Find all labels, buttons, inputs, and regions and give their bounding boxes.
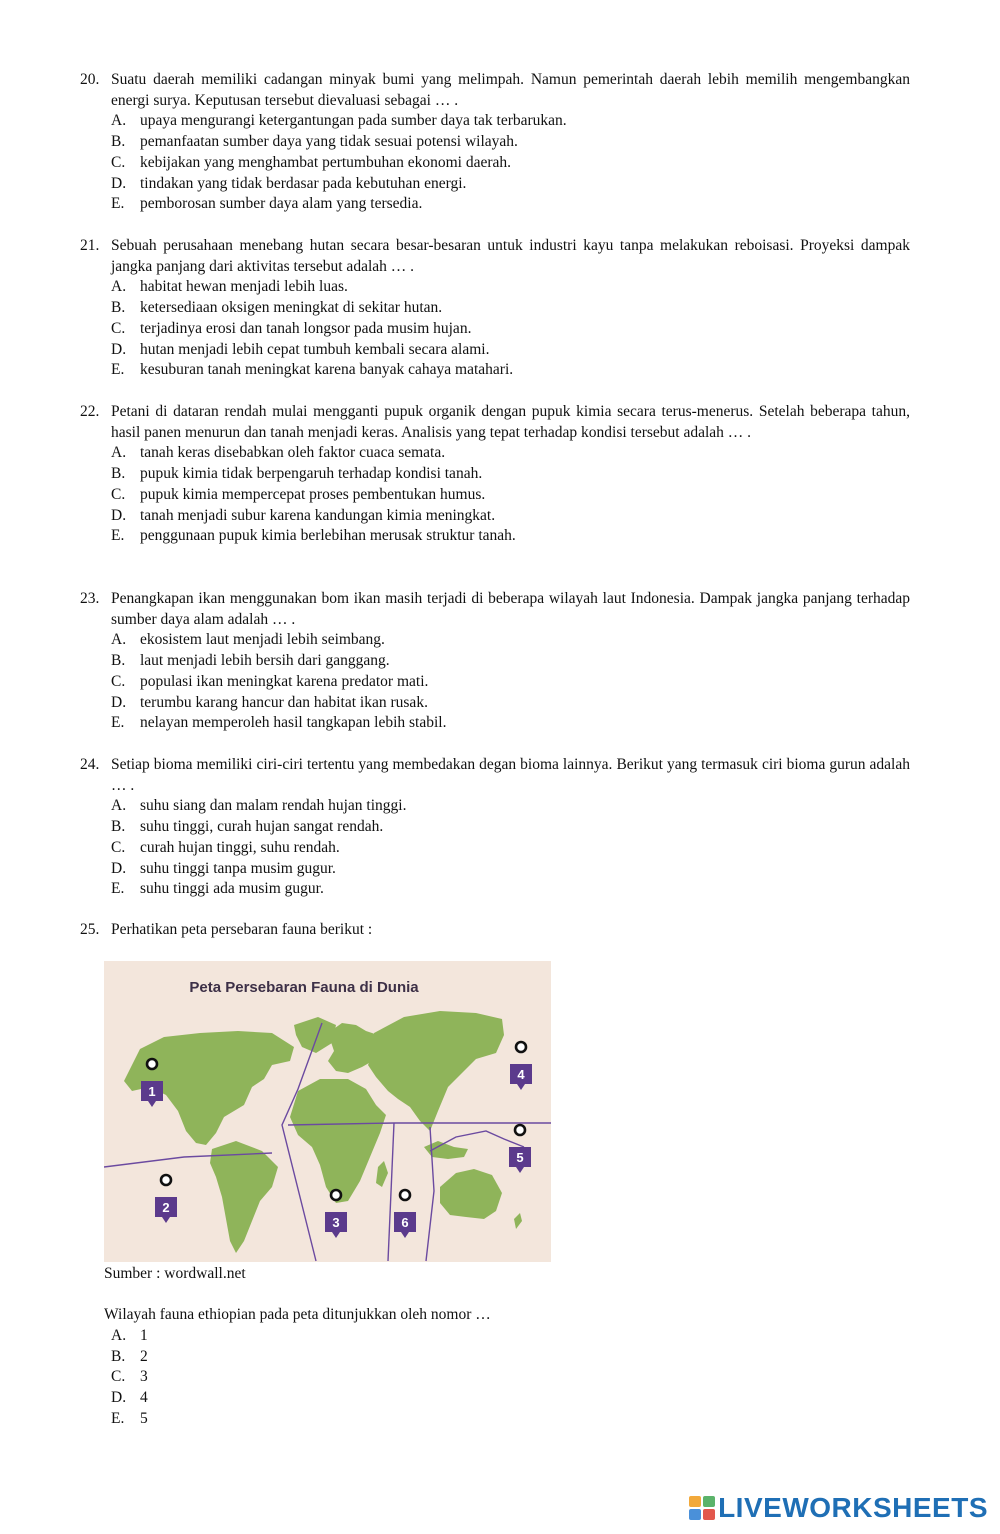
option-c[interactable] bbox=[111, 672, 910, 693]
option-text: upaya mengurangi ketergantungan pada sumber daya tak terbarukan. bbox=[140, 112, 567, 130]
option-c[interactable] bbox=[111, 485, 910, 506]
location-pin-icon bbox=[331, 1190, 341, 1200]
option-letter: D. bbox=[111, 174, 127, 192]
marker-label: 2 bbox=[162, 1200, 170, 1215]
option-text: suhu tinggi, curah hujan sangat rendah. bbox=[140, 818, 384, 836]
option-letter: C. bbox=[111, 838, 126, 856]
options-list bbox=[80, 111, 910, 215]
option-text: ketersediaan oksigen meningkat di sekitar hutan. bbox=[140, 299, 443, 317]
question-23 bbox=[80, 589, 910, 734]
option-letter: C. bbox=[111, 672, 126, 690]
brand-logo[interactable] bbox=[689, 1490, 988, 1526]
options-list bbox=[80, 630, 910, 734]
option-text: 1 bbox=[140, 1327, 148, 1344]
option-text: 5 bbox=[140, 1409, 148, 1427]
question-24 bbox=[80, 755, 910, 900]
location-pin-icon bbox=[161, 1175, 171, 1185]
marker-label: 3 bbox=[332, 1215, 340, 1230]
option-letter: D. bbox=[111, 506, 127, 524]
option-letter: D. bbox=[111, 340, 127, 358]
option-text: terjadinya erosi dan tanah longsor pada musim hujan. bbox=[140, 319, 472, 337]
option-d[interactable] bbox=[111, 174, 910, 195]
option-text: 4 bbox=[140, 1389, 148, 1407]
question-number: 23. bbox=[80, 590, 100, 607]
option-letter: A. bbox=[111, 444, 127, 462]
option-e[interactable] bbox=[111, 879, 910, 900]
option-letter: E. bbox=[111, 527, 125, 545]
option-text: laut menjadi lebih bersih dari ganggang. bbox=[140, 652, 390, 670]
option-letter: B. bbox=[111, 133, 126, 151]
option-letter: C. bbox=[111, 153, 126, 171]
option-e[interactable] bbox=[111, 713, 910, 734]
option-b[interactable] bbox=[111, 817, 910, 838]
question-20 bbox=[80, 70, 910, 215]
option-letter: C. bbox=[111, 1368, 126, 1386]
option-e[interactable] bbox=[111, 526, 910, 547]
option-text: suhu siang dan malam rendah hujan tinggi. bbox=[140, 797, 407, 815]
question-text: Petani di dataran rendah mulai mengganti pupuk organik dengan pupuk kimia secara terus-menerus. Setelah beberapa tahun, hasil panen menurun dan tanah menjadi keras. Analisis yang tepat terhadap kondisi tersebut adalah … . bbox=[111, 403, 910, 441]
options-list bbox=[80, 443, 910, 547]
option-text: tanah menjadi subur karena kandungan kimia meningkat. bbox=[140, 506, 496, 524]
option-text: ekosistem laut menjadi lebih seimbang. bbox=[140, 631, 385, 649]
question-stem bbox=[80, 920, 910, 941]
question-21 bbox=[80, 236, 910, 381]
option-letter: A. bbox=[111, 631, 127, 649]
option-text: suhu tinggi ada musim gugur. bbox=[140, 880, 324, 898]
location-pin-icon bbox=[515, 1125, 525, 1135]
option-d[interactable] bbox=[111, 693, 910, 714]
option-c[interactable] bbox=[111, 153, 910, 174]
option-d[interactable] bbox=[111, 1388, 148, 1409]
option-text: penggunaan pupuk kimia berlebihan merusak struktur tanah. bbox=[140, 527, 516, 545]
option-text: 3 bbox=[140, 1368, 148, 1386]
location-pin-icon bbox=[400, 1190, 410, 1200]
marker-label: 6 bbox=[401, 1215, 409, 1230]
question-number: 22. bbox=[80, 403, 100, 420]
question-25 bbox=[80, 920, 910, 941]
option-letter: C. bbox=[111, 319, 126, 337]
option-text: populasi ikan meningkat karena predator mati. bbox=[140, 672, 429, 690]
map-source: Sumber : wordwall.net bbox=[104, 1265, 246, 1282]
brand-icon bbox=[689, 1496, 715, 1520]
option-letter: B. bbox=[111, 465, 126, 483]
option-letter: E. bbox=[111, 880, 125, 898]
option-text: pemanfaatan sumber daya yang tidak sesuai potensi wilayah. bbox=[140, 133, 518, 151]
question-text: Setiap bioma memiliki ciri-ciri tertentu yang membedakan degan bioma lainnya. Berikut yang termasuk ciri bioma gurun adalah … . bbox=[111, 756, 910, 794]
option-a[interactable] bbox=[111, 443, 910, 464]
option-letter: B. bbox=[111, 818, 126, 836]
question-stem bbox=[80, 70, 910, 111]
option-letter: B. bbox=[111, 299, 126, 317]
option-c[interactable] bbox=[111, 1367, 148, 1388]
option-letter: E. bbox=[111, 1409, 125, 1427]
option-e[interactable] bbox=[111, 194, 910, 215]
option-text: kesuburan tanah meningkat karena banyak cahaya matahari. bbox=[140, 361, 514, 379]
option-a[interactable] bbox=[111, 277, 910, 298]
option-b[interactable] bbox=[111, 1347, 148, 1368]
option-c[interactable] bbox=[111, 838, 910, 859]
option-b[interactable] bbox=[111, 464, 910, 485]
marker-label: 1 bbox=[148, 1084, 156, 1099]
question-text: Penangkapan ikan menggunakan bom ikan masih terjadi di beberapa wilayah laut Indonesia. Dampak jangka panjang terhadap sumber daya alam adalah … . bbox=[111, 590, 910, 628]
option-text: curah hujan tinggi, suhu rendah. bbox=[140, 838, 340, 856]
question-number: 20. bbox=[80, 71, 100, 88]
options-list bbox=[111, 1326, 148, 1430]
option-text: pupuk kimia mempercepat proses pembentukan humus. bbox=[140, 485, 486, 503]
question-stem bbox=[80, 589, 910, 630]
option-a[interactable] bbox=[111, 796, 910, 817]
option-letter: A. bbox=[111, 278, 127, 296]
option-letter: D. bbox=[111, 693, 127, 711]
option-b[interactable] bbox=[111, 298, 910, 319]
options-list bbox=[80, 796, 910, 900]
option-d[interactable] bbox=[111, 859, 910, 880]
option-letter: B. bbox=[111, 1347, 126, 1365]
question-stem bbox=[80, 755, 910, 796]
option-a[interactable] bbox=[111, 630, 910, 651]
question-text: Sebuah perusahaan menebang hutan secara besar-besaran untuk industri kayu tanpa melakukan reboisasi. Proyeksi dampak jangka panjang dari aktivitas tersebut adalah … . bbox=[111, 237, 910, 275]
option-letter: D. bbox=[111, 859, 127, 877]
question-22 bbox=[80, 402, 910, 547]
option-text: pemborosan sumber daya alam yang tersedia. bbox=[140, 195, 423, 213]
option-letter: A. bbox=[111, 112, 127, 130]
question-text: Suatu daerah memiliki cadangan minyak bumi yang melimpah. Namun pemerintah daerah lebih memilih mengembangkan energi surya. Keputusan tersebut dievaluasi sebagai … . bbox=[111, 71, 910, 109]
map-title: Peta Persebaran Fauna di Dunia bbox=[189, 979, 419, 996]
option-letter: E. bbox=[111, 195, 125, 213]
marker-label: 4 bbox=[517, 1067, 525, 1082]
option-text: pupuk kimia tidak berpengaruh terhadap kondisi tanah. bbox=[140, 465, 483, 483]
option-d[interactable] bbox=[111, 340, 910, 361]
question-text: Perhatikan peta persebaran fauna berikut : bbox=[111, 921, 373, 938]
question-number: 24. bbox=[80, 756, 100, 773]
brand-name: LIVEWORKSHEETS bbox=[718, 1492, 988, 1523]
option-a[interactable] bbox=[111, 111, 910, 132]
question-number: 25. bbox=[80, 921, 100, 938]
option-text: tindakan yang tidak berdasar pada kebutuhan energi. bbox=[140, 174, 467, 192]
option-text: 2 bbox=[140, 1347, 148, 1365]
option-letter: A. bbox=[111, 797, 127, 815]
location-pin-icon bbox=[516, 1042, 526, 1052]
option-a[interactable] bbox=[111, 1326, 148, 1347]
option-letter: D. bbox=[111, 1389, 127, 1407]
marker-label: 5 bbox=[516, 1150, 524, 1165]
option-e[interactable] bbox=[111, 360, 910, 381]
option-letter: C. bbox=[111, 485, 126, 503]
option-b[interactable] bbox=[111, 132, 910, 153]
option-text: habitat hewan menjadi lebih luas. bbox=[140, 278, 348, 296]
question-stem bbox=[80, 402, 910, 443]
option-text: terumbu karang hancur dan habitat ikan rusak. bbox=[140, 693, 428, 711]
options-list bbox=[80, 277, 910, 381]
option-text: suhu tinggi tanpa musim gugur. bbox=[140, 859, 336, 877]
option-text: kebijakan yang menghambat pertumbuhan ekonomi daerah. bbox=[140, 153, 512, 171]
question-stem bbox=[80, 236, 910, 277]
option-text: nelayan memperoleh hasil tangkapan lebih stabil. bbox=[140, 714, 447, 732]
option-letter: E. bbox=[111, 361, 125, 379]
option-e[interactable] bbox=[111, 1409, 148, 1430]
fauna-map bbox=[104, 961, 551, 1262]
option-d[interactable] bbox=[111, 506, 910, 527]
option-c[interactable] bbox=[111, 319, 910, 340]
option-text: tanah keras disebabkan oleh faktor cuaca semata. bbox=[140, 444, 446, 462]
option-text: hutan menjadi lebih cepat tumbuh kembali secara alami. bbox=[140, 340, 490, 358]
location-pin-icon bbox=[147, 1059, 157, 1069]
option-letter: A. bbox=[111, 1327, 127, 1344]
question-25-prompt: Wilayah fauna ethiopian pada peta ditunjukkan oleh nomor … bbox=[104, 1306, 491, 1323]
question-number: 21. bbox=[80, 237, 100, 254]
option-letter: B. bbox=[111, 652, 126, 670]
option-b[interactable] bbox=[111, 651, 910, 672]
option-letter: E. bbox=[111, 714, 125, 732]
